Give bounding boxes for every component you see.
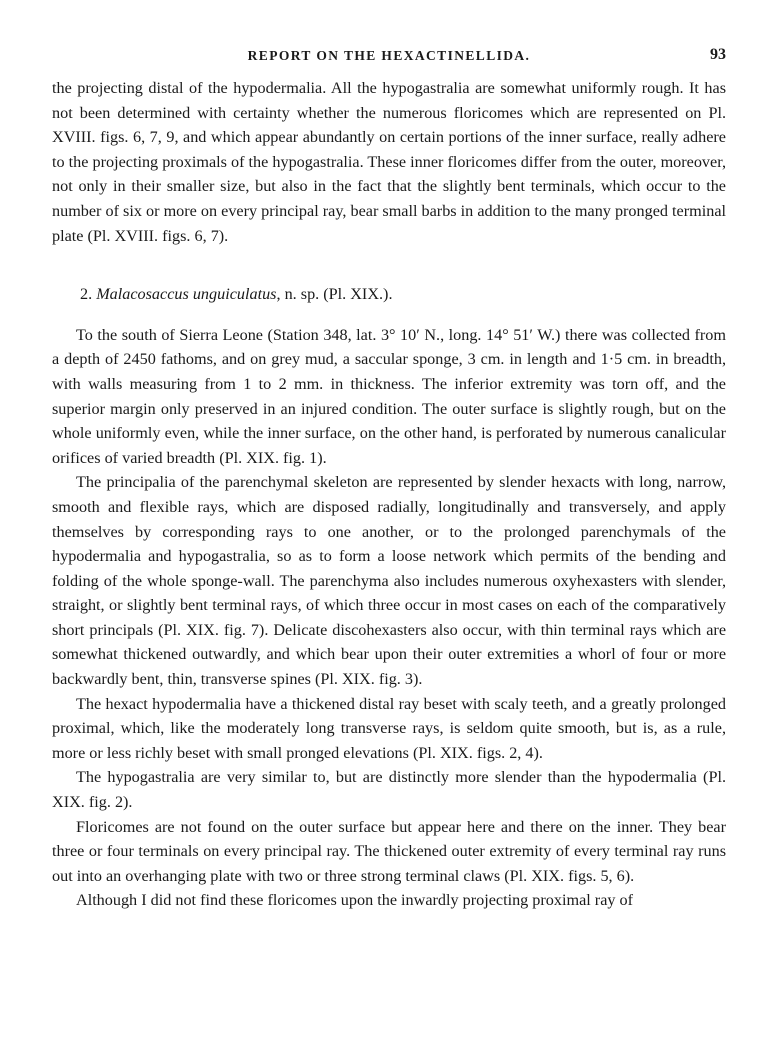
paragraph-final: Although I did not find these floricomes upon the inwardly projecting proximal ray of bbox=[76, 891, 633, 910]
paragraph-locality: To the south of Sierra Leone (Station 348, lat. 3° 10′ N., long. 14° 51′ W.) there was collected from a depth of 2450 fathoms, and on grey mud, a saccular sponge, 3 cm. in length and 1·5 cm. in breadth, with walls measuring from 1 to 2 mm. in thickness. The inferior extremity was torn off, and the superior margin only preserved in an injured condition. The outer surface is slightly rough, but on the whole uniformly even, while the inner surface, on the other hand, is perforated by numerous canalicular orifices of varied breadth (Pl. XIX. fig. 1). bbox=[52, 325, 726, 467]
paragraph-hypogastralia: The hypogastralia are very similar to, but are distinctly more slender than the hypodermalia (Pl. XIX. fig. 2). bbox=[52, 768, 726, 812]
paragraph-continued: the projecting distal of the hypodermalia. All the hypogastralia are somewhat uniformly rough. It has not been determined with certainty whether the numerous floricomes which are represented on Pl. XVIII. figs. 6, 7, 9, and which appear abundantly on certain portions of the inner surface, really adhere to the projecting proximals of the hypogastralia. These inner floricomes differ from the outer, moreover, not only in their smaller size, but also in the fact that the slightly bent terminals, which occur to the number of six or more on every principal ray, bear small barbs in addition to the many pronged terminal plate (Pl. XVIII. figs. 6, 7). bbox=[52, 79, 726, 245]
section-number: 2. bbox=[80, 285, 93, 304]
species-name: Malacosaccus unguiculatus bbox=[96, 285, 277, 304]
section-heading-suffix: , n. sp. (Pl. XIX.). bbox=[276, 285, 393, 304]
paragraph-floricomes: Floricomes are not found on the outer surface but appear here and there on the inner. They bear three or four terminals on every principal ray. The thickened outer extremity of every terminal ray runs out into an overhanging plate with two or three strong terminal claws (Pl. XIX. figs. 5, 6). bbox=[52, 817, 726, 885]
running-header bbox=[52, 44, 726, 70]
paragraph-principalia: The principalia of the parenchymal skeleton are represented by slender hexacts with long, narrow, smooth and flexible rays, which are disposed radially, longitudinally and transversely, and apply themselves by corresponding rays to one another, or to the prolonged parenchymals of the hypodermalia and hypogastralia, so as to form a loose network which permits of the bending and folding of the whole sponge-wall. The parenchyma also includes numerous oxyhexasters with slender, straight, or slightly bent terminal rays, of which three occur in most cases on each of the comparatively short principals (Pl. XIX. fig. 7). Delicate discohexasters also occur, with thin terminal rays which are somewhat thickened outwardly, and which bear upon their outer extremities a whorl of four or more backwardly bent, thin, transverse spines (Pl. XIX. fig. 3). bbox=[52, 473, 726, 689]
page-number: 93 bbox=[710, 46, 726, 63]
section-heading bbox=[52, 282, 726, 307]
running-title: REPORT ON THE HEXACTINELLIDA. bbox=[247, 48, 531, 63]
page bbox=[52, 44, 726, 913]
paragraph-hypodermalia: The hexact hypodermalia have a thickened distal ray beset with scaly teeth, and a greatly prolonged proximal, which, like the moderately long transverse rays, is seldom quite smooth, but is, as a rule, more or less richly beset with small pronged elevations (Pl. XIX. figs. 2, 4). bbox=[52, 694, 726, 762]
